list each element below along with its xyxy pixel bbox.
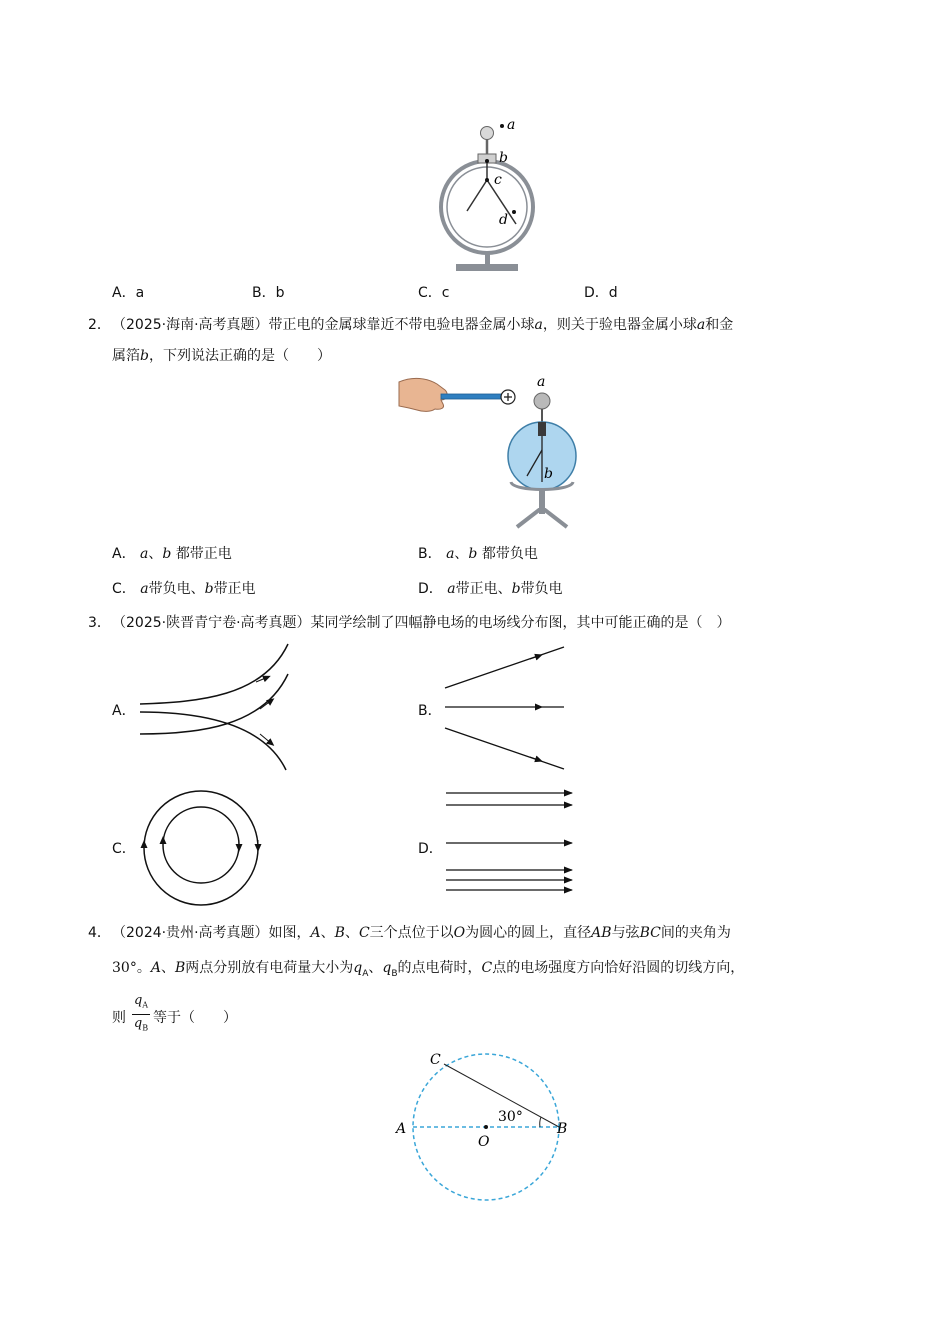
q3-a-line-middle [140,674,288,734]
q2-source: （2025·海南·高考真题） [112,317,269,333]
q2-label-b: b [544,466,553,482]
q1-top-ball [481,127,494,140]
q4-label-b: B [557,1121,568,1137]
q3-option-b-field-lines[interactable] [440,642,572,777]
q3-option-b-label[interactable]: B． [418,703,442,719]
q4-label-a: A [396,1121,407,1137]
q2-option-a[interactable]: A． a、b 都带正电 [112,546,232,562]
q2-stem-line1: （2025·海南·高考真题）带正电的金属球靠近不带电验电器金属小球a，则关于验电器金属小球a和金 [112,317,734,333]
q3-stem: （2025·陕晋青宁卷·高考真题）某同学绘制了四幅静电场的电场线分布图，其中可能正确的是（ ） [112,615,731,631]
q3-number: 3． [88,615,111,631]
q4-label-angle: 30° [498,1109,523,1125]
q2-number: 2． [88,317,111,333]
q1-option-c[interactable]: C．c [418,285,450,301]
q3-a-line-top [140,644,288,704]
q3-source: （2025·陕晋青宁卷·高考真题） [112,615,311,631]
q3-option-a-field-lines[interactable] [138,642,298,777]
q1-option-b[interactable]: B．b [252,285,285,301]
q3-c-inner-circle [163,807,239,883]
q4-label-o: O [478,1134,490,1150]
q2-label-a: a [537,374,546,390]
q4-stem-line3: 则 [112,1010,126,1026]
q1-label-a: a [507,117,516,133]
q4-stem-line1: （2024·贵州·高考真题）如图，A、B、C三个点位于以O为圆心的圆上，直径AB与弦BC间的夹角为 [112,925,731,941]
q3-b-line-bottom [445,728,564,769]
q2-hand-icon [399,378,447,411]
q3-b-line-top [445,647,564,688]
q3-option-c-label[interactable]: C． [112,841,136,857]
q3-option-a-label[interactable]: A． [112,703,136,719]
q3-a-line-bottom [140,712,286,770]
q3-option-d-label[interactable]: D． [418,841,443,857]
q1-label-c: c [494,172,502,188]
q4-source: （2024·贵州·高考真题） [112,925,269,941]
q1-label-b: b [499,150,508,166]
q2-small-ball [534,393,550,409]
q2-charged-rod-electroscope-figure [395,370,595,535]
q4-number: 4． [88,925,111,941]
q4-circle-figure [390,1040,580,1210]
q3-c-outer-circle [144,791,258,905]
q1-option-a[interactable]: A．a [112,285,145,301]
q2-charged-rod [441,394,505,399]
q4-label-c: C [430,1052,441,1068]
q1-label-d: d [499,212,508,228]
q4-stem-tail: 等于（ ） [153,1010,237,1026]
q3-option-d-field-lines[interactable] [440,788,580,898]
q2-option-b[interactable]: B． a、b 都带负电 [418,546,538,562]
q3-option-c-field-lines[interactable] [138,788,268,908]
q4-fraction: $q_A$ $q_B$ [132,992,150,1036]
q4-stem-line2: 30°。A、B两点分别放有电荷量大小为$q_A$、$q_B$的点电荷时，C点的电场强度方向恰好沿圆的切线方向， [112,960,745,979]
q2-option-c[interactable]: C． a带负电、b带正电 [112,581,256,597]
q2-stem-line2: 属箔b，下列说法正确的是（ ） [112,348,331,364]
q2-option-d[interactable]: D． a带正电、b带负电 [418,581,563,597]
q1-option-d[interactable]: D．d [584,285,618,301]
q1-electroscope-figure [430,112,540,277]
